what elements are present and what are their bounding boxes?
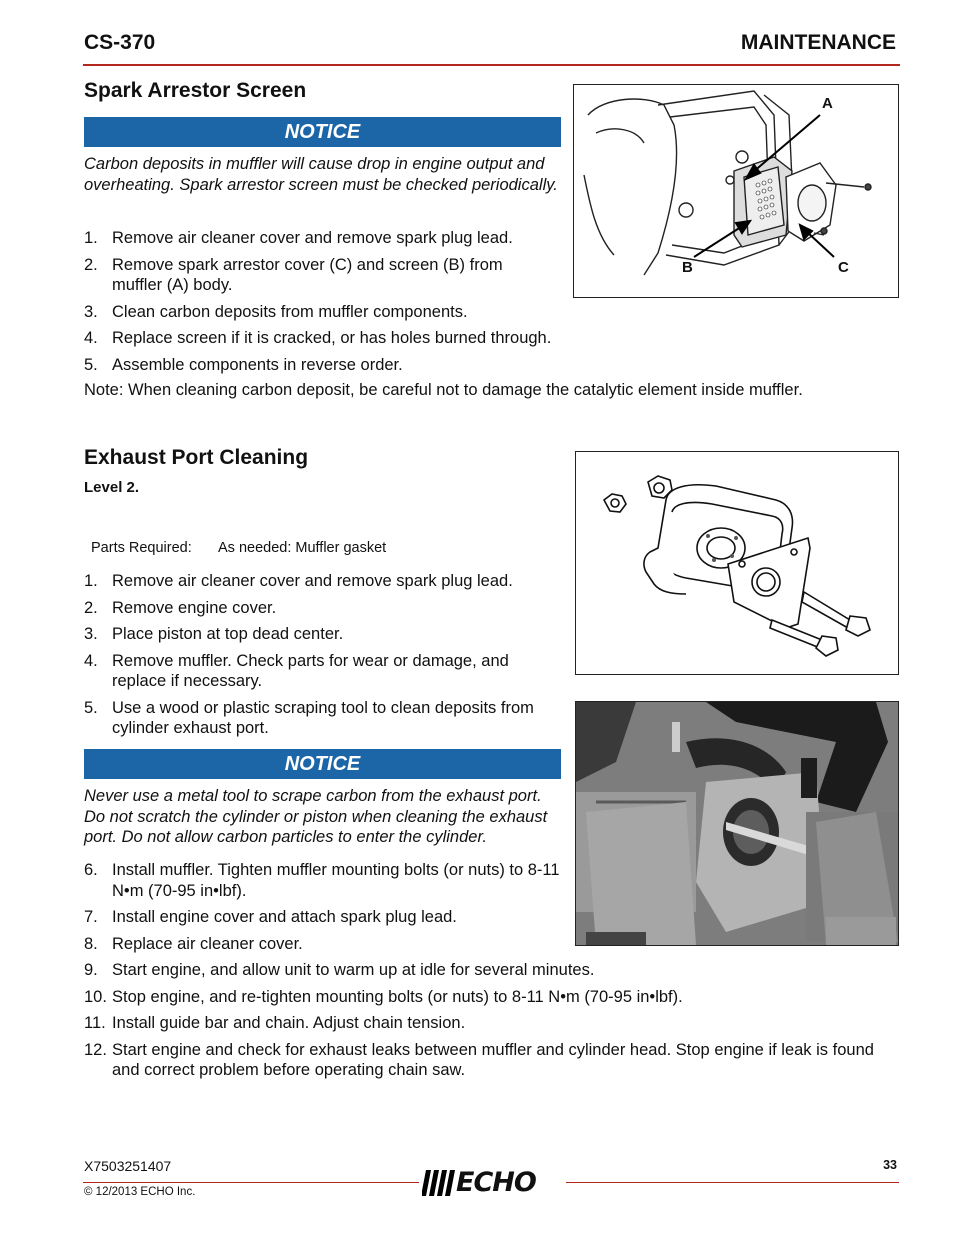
list-item: 12. Start engine and check for exhaust leaks between muffler and cylinder head. Stop engine if leak is found and correct problem before operating chain saw. bbox=[84, 1040, 874, 1079]
service-level: Level 2. bbox=[84, 479, 140, 496]
list-item: 11. Install guide bar and chain. Adjust chain tension. bbox=[84, 1014, 466, 1032]
echo-logo bbox=[422, 1168, 562, 1198]
spark-arrestor-heading: Spark Arrestor Screen bbox=[84, 79, 307, 102]
echo-logo-text: ECHO bbox=[456, 1167, 536, 1198]
label-b: B bbox=[682, 259, 693, 276]
copyright: © 12/2013 ECHO Inc. bbox=[84, 1186, 196, 1198]
list-item: 6. Install muffler. Tighten muffler mounting bolts (or nuts) to 8-11 N•m (70-95 in•lbf). bbox=[84, 861, 560, 900]
exhaust-notice-text: Never use a metal tool to scrape carbon from the exhaust port. Do not scratch the cylinder or piston when cleaning the exhaust port. Do not allow carbon particles to enter the cylinder. bbox=[84, 787, 548, 846]
list-item: 3. Clean carbon deposits from muffler components. bbox=[84, 302, 468, 321]
list-item: 3. Place piston at top dead center. bbox=[84, 625, 344, 643]
spark-notice-banner: NOTICE bbox=[84, 117, 561, 147]
header-rule bbox=[83, 64, 900, 66]
exhaust-steps-list-a bbox=[84, 571, 554, 739]
list-item: 1. Remove air cleaner cover and remove spark plug lead. bbox=[84, 229, 513, 247]
parts-required-value: As needed: Muffler gasket bbox=[218, 540, 387, 556]
list-item: 2. Remove engine cover. bbox=[84, 598, 277, 617]
manual-model: CS-370 bbox=[84, 31, 156, 54]
parts-required-label: Parts Required: bbox=[91, 540, 192, 556]
list-item: 5. Assemble components in reverse order. bbox=[84, 355, 403, 374]
list-item: 2. Remove spark arrestor cover (C) and screen (B) from muffler (A) body. bbox=[84, 255, 503, 294]
muffler-parts-diagram bbox=[575, 451, 899, 675]
exhaust-port-photo-drawing bbox=[576, 702, 898, 945]
label-c: C bbox=[838, 259, 849, 276]
list-item: 1. Remove air cleaner cover and remove spark plug lead. bbox=[84, 572, 513, 590]
footer-rule-right bbox=[566, 1182, 899, 1183]
list-item: 9. Start engine, and allow unit to warm up at idle for several minutes. bbox=[84, 961, 595, 979]
muffler-diagram-drawing bbox=[574, 85, 898, 297]
list-item: 4. Remove muffler. Check parts for wear or damage, and replace if necessary. bbox=[84, 651, 509, 690]
part-number: X7503251407 bbox=[84, 1158, 172, 1174]
page-number: 33 bbox=[883, 1158, 897, 1172]
list-item: 4. Replace screen if it is cracked, or has holes burned through. bbox=[84, 329, 552, 347]
exhaust-notice-banner: NOTICE bbox=[84, 749, 561, 779]
label-a: A bbox=[822, 95, 833, 112]
spark-notice-text: Carbon deposits in muffler will cause drop in engine output and overheating. Spark arrestor screen must be checked periodically. bbox=[84, 155, 558, 194]
section-title: MAINTENANCE bbox=[740, 31, 896, 54]
list-item: 8. Replace air cleaner cover. bbox=[84, 934, 303, 953]
list-item: 7. Install engine cover and attach spark plug lead. bbox=[84, 908, 457, 926]
list-item: 10. Stop engine, and re-tighten mounting bolts (or nuts) to 8-11 N•m (70-95 in•lbf). bbox=[84, 987, 683, 1006]
list-item: 5. Use a wood or plastic scraping tool to clean deposits from cylinder exhaust port. bbox=[84, 698, 534, 737]
spark-note: Note: When cleaning carbon deposit, be careful not to damage the catalytic element inside muffler. bbox=[84, 381, 803, 399]
muffler-parts-drawing bbox=[576, 452, 898, 674]
footer-rule-left bbox=[83, 1182, 419, 1183]
spark-steps-list bbox=[84, 228, 574, 375]
exhaust-port-photo bbox=[575, 701, 899, 946]
exhaust-port-heading: Exhaust Port Cleaning bbox=[84, 446, 309, 469]
muffler-diagram bbox=[573, 84, 899, 298]
